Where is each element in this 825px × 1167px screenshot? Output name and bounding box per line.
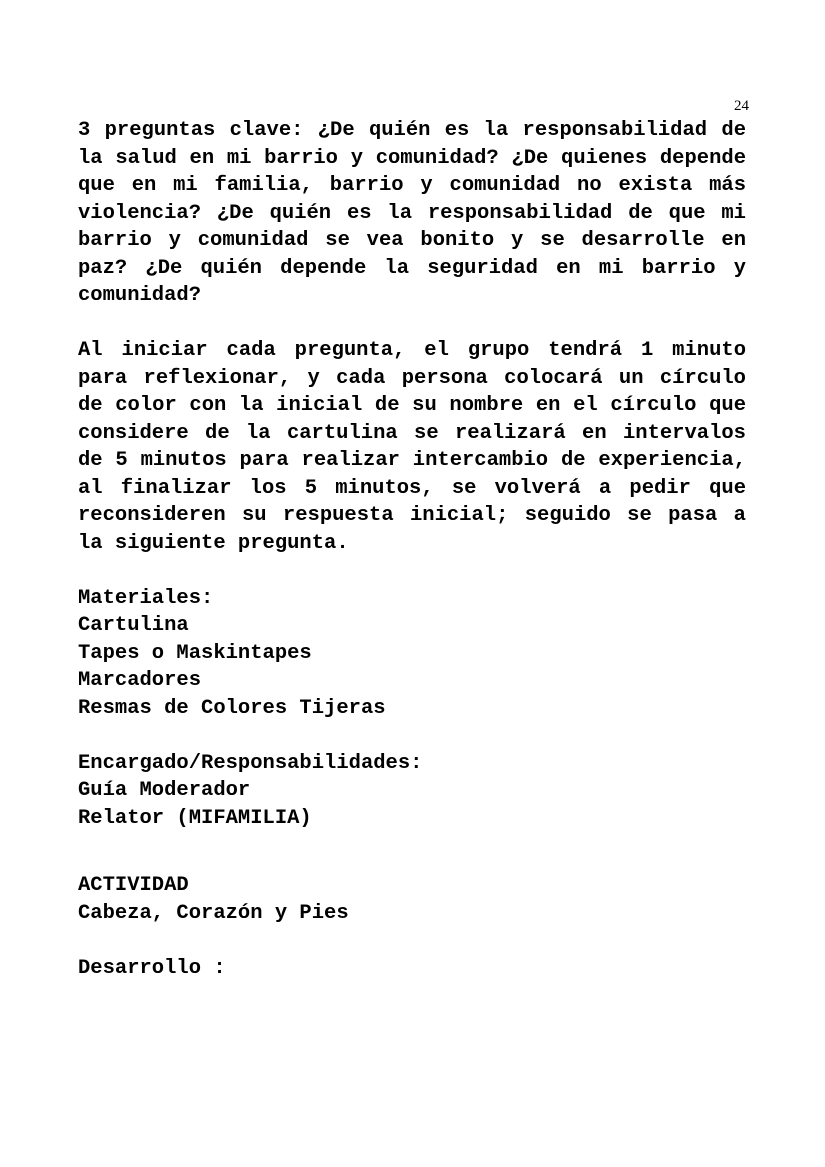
document-body — [78, 117, 746, 982]
materials-section — [78, 585, 746, 723]
development-heading: Desarrollo : — [78, 956, 226, 980]
responsibles-section — [78, 750, 746, 833]
responsibles-item: Guía Moderador — [78, 779, 251, 802]
activity-section — [78, 872, 746, 927]
activity-title: Cabeza, Corazón y Pies — [78, 901, 349, 925]
materials-item: Cartulina — [78, 614, 189, 637]
materials-item: Marcadores — [78, 669, 202, 692]
materials-item: Tapes o Maskintapes — [78, 641, 312, 665]
development-section — [78, 955, 746, 983]
responsibles-item: Relator (MIFAMILIA) — [78, 806, 312, 830]
page-number: 24 — [734, 98, 749, 114]
key-questions-paragraph: 3 preguntas clave: ¿De quién es la responsabilidad de la salud en mi barrio y comunidad? ¿De quienes depende que en mi familia, barrio y comunidad no exista más violencia? ¿De quién es la responsabilidad de que mi barrio y comunidad se vea bonito y se desarrolle en paz? ¿De quién depende la seguridad en mi barrio y comunidad? — [78, 119, 746, 307]
responsibles-heading: Encargado/Responsabilidades: — [78, 751, 423, 775]
materials-heading: Materiales: — [78, 586, 214, 610]
activity-heading: ACTIVIDAD — [78, 874, 189, 897]
instructions-paragraph: Al iniciar cada pregunta, el grupo tendrá 1 minuto para reflexionar, y cada persona colocará un círculo de color con la inicial de su nombre en el círculo que considere de la cartulina se realizará en intervalos de 5 minutos para realizar intercambio de experiencia, al finalizar los 5 minutos, se volverá a pedir que reconsideren su respuesta inicial; seguido se pasa a la siguiente pregunta. — [78, 339, 746, 555]
materials-item: Resmas de Colores Tijeras — [78, 696, 386, 720]
